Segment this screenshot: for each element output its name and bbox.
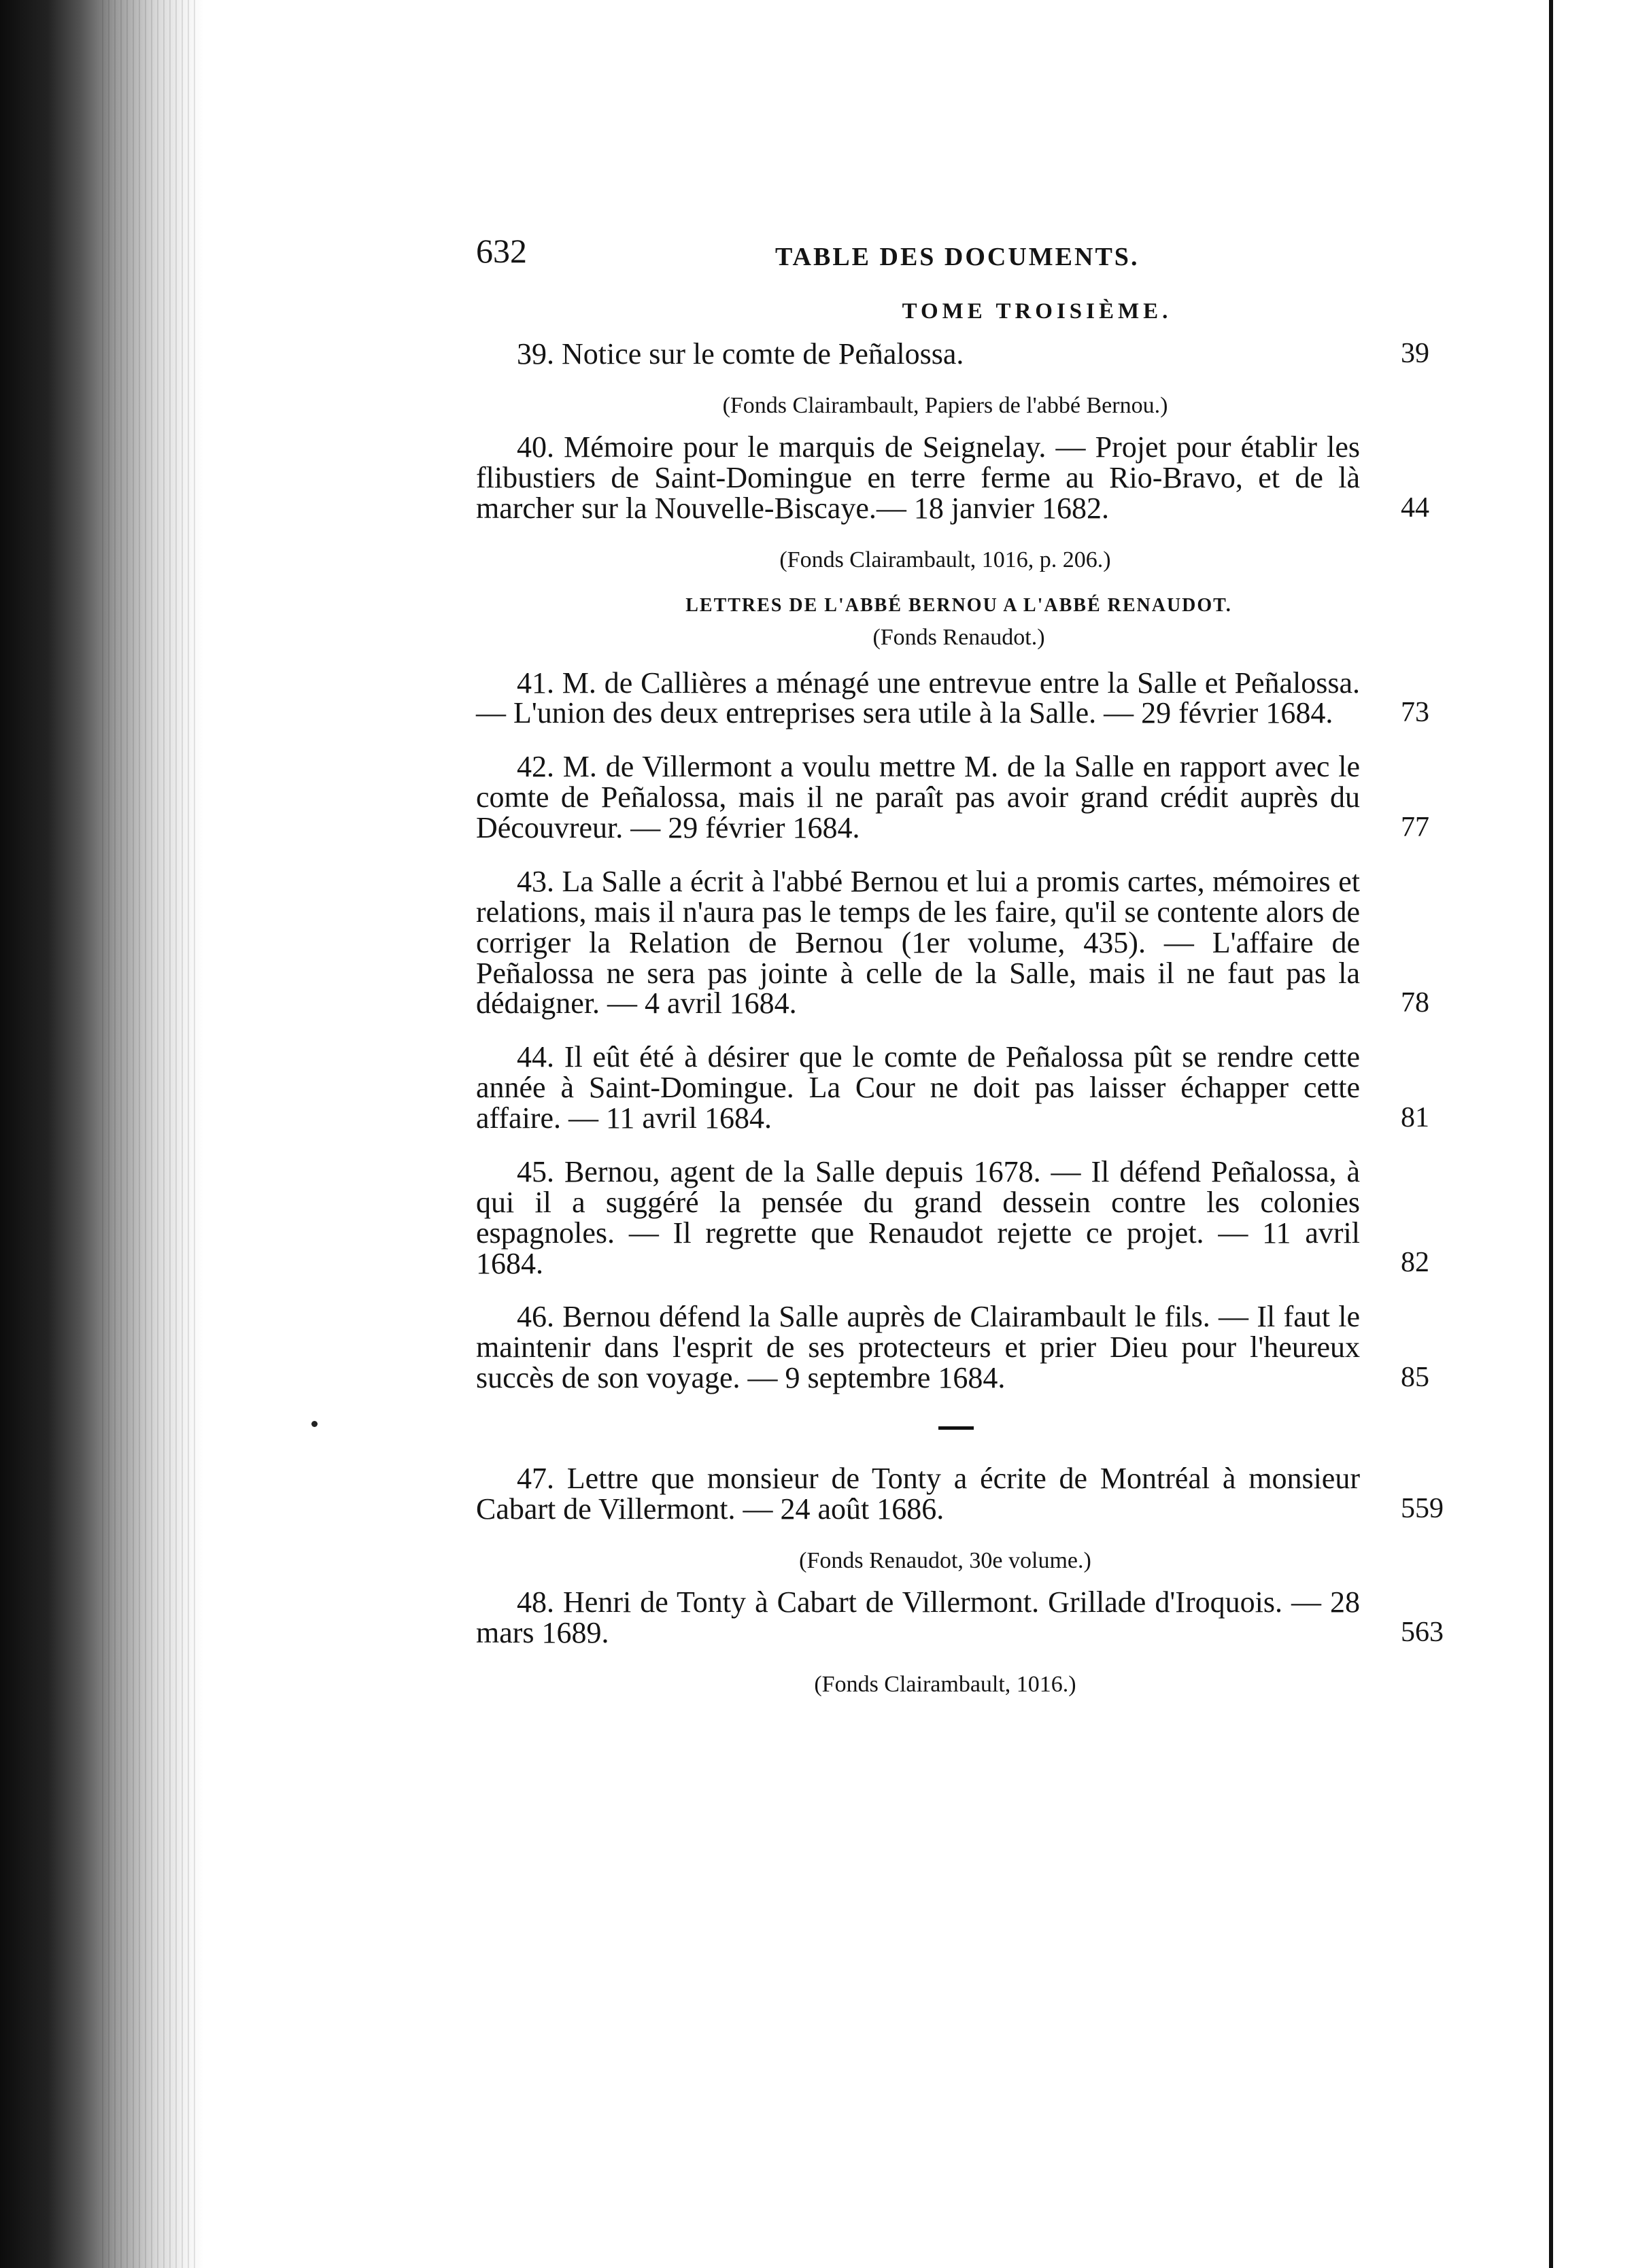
entry-page-number: 77 [1401,811,1429,843]
entry-text: 40. Mémoire pour le marquis de Seignelay. — Projet pour établir les flibustiers de Saint-Domingue en terre ferme au Rio-Bravo, et de là marcher sur la Nouvelle-Biscaye.— 18 janvier 1682. [476,430,1360,525]
document-page [476,224,1462,1856]
entry-text: 39. Notice sur le comte de Peñalossa. [517,337,964,371]
entry-source: (Fonds Renaudot, 30e volume.) [799,1547,1091,1573]
entry-page-number: 82 [1401,1247,1429,1279]
toc-entry [476,1302,1462,1394]
toc-entry [476,864,1462,1020]
entry-text: 41. M. de Callières a ménagé une entrevue entre la Salle et Peñalossa. — L'union des deux entreprises sera utile à la Salle. — 29 février 1684. [476,666,1360,730]
toc-entry [476,339,1462,370]
entry-source: (Fonds Clairambault, 1016.) [814,1671,1076,1697]
entry-page-number: 39 [1401,337,1429,369]
entry-text: 46. Bernou défend la Salle auprès de Clairambault le fils. — Il faut le maintenir dans l'esprit de ses protecteurs et prier Dieu pour l'heureux succès de son voyage. — 9 septembre 1684. [476,1300,1360,1395]
entry-text: 45. Bernou, agent de la Salle depuis 1678. — Il défend Peñalossa, à qui il a suggéré la pensée du grand dessein contre les colonies espagnoles. — Il regrette que Renaudot rejette ce projet. — 11 avril 1684. [476,1154,1360,1280]
toc-entry [476,668,1462,729]
entry-text: 47. Lettre que monsieur de Tonty a écrite de Montréal à monsieur Cabart de Villermont. — 24 août 1686. [476,1462,1360,1526]
entry-text: 42. M. de Villermont a voulu mettre M. de la Salle en rapport avec le comte de Peñalossa, mais il ne paraît pas avoir grand crédit auprès du Découvreur. — 29 février 1684. [476,750,1360,844]
running-head [476,224,1462,279]
toc-entry [476,752,1462,844]
entry-page-number: 78 [1401,987,1429,1019]
entry-source: (Fonds Clairambault, 1016, p. 206.) [779,547,1111,572]
toc-entry [476,432,1462,524]
toc-entry [476,1464,1462,1525]
entry-page-number: 85 [1401,1362,1429,1393]
entry-page-number: 73 [1401,697,1429,729]
entry-page-number: 44 [1401,492,1429,523]
entry-text: 48. Henri de Tonty à Cabart de Villermont. Grillade d'Iroquois. — 28 mars 1689. [476,1585,1360,1649]
running-title: TABLE DES DOCUMENTS. [775,243,1140,271]
entry-page-number: 559 [1401,1492,1444,1524]
section-divider [938,1426,974,1430]
section-source: (Fonds Renaudot.) [872,624,1045,650]
scan-speck [311,1421,318,1427]
toc-entry [476,1042,1462,1134]
entry-text: 44. Il eût été à désirer que le comte de Peñalossa pût se rendre cette année à Saint-Domingue. La Cour ne doit pas laisser échapper cette affaire. — 11 avril 1684. [476,1040,1360,1135]
entry-page-number: 81 [1401,1101,1429,1133]
toc-entry [476,1154,1462,1280]
entry-source: (Fonds Clairambault, Papiers de l'abbé Bernou.) [722,392,1168,418]
book-page-edges [102,0,197,2268]
scan-right-margin [1553,0,1651,2268]
entry-text: 43. La Salle a écrit à l'abbé Bernou et lui a promis cartes, mémoires et relations, mais il n'aura pas le temps de les faire, qu'il se contente alors de corriger la Relation de Bernou (1er volume, 435). — L'affaire de Peñalossa ne sera pas jointe à celle de la Salle, mais il ne faut pas la dédaigner. — 4 avril 1684. [476,864,1360,1020]
entry-page-number: 563 [1401,1616,1444,1648]
page-number: 632 [476,232,527,270]
tome-title: TOME TROISIÈME. [902,299,1172,324]
toc-entry [476,1587,1462,1649]
section-header: LETTRES DE L'ABBÉ BERNOU A L'ABBÉ RENAUDOT. [685,594,1232,616]
